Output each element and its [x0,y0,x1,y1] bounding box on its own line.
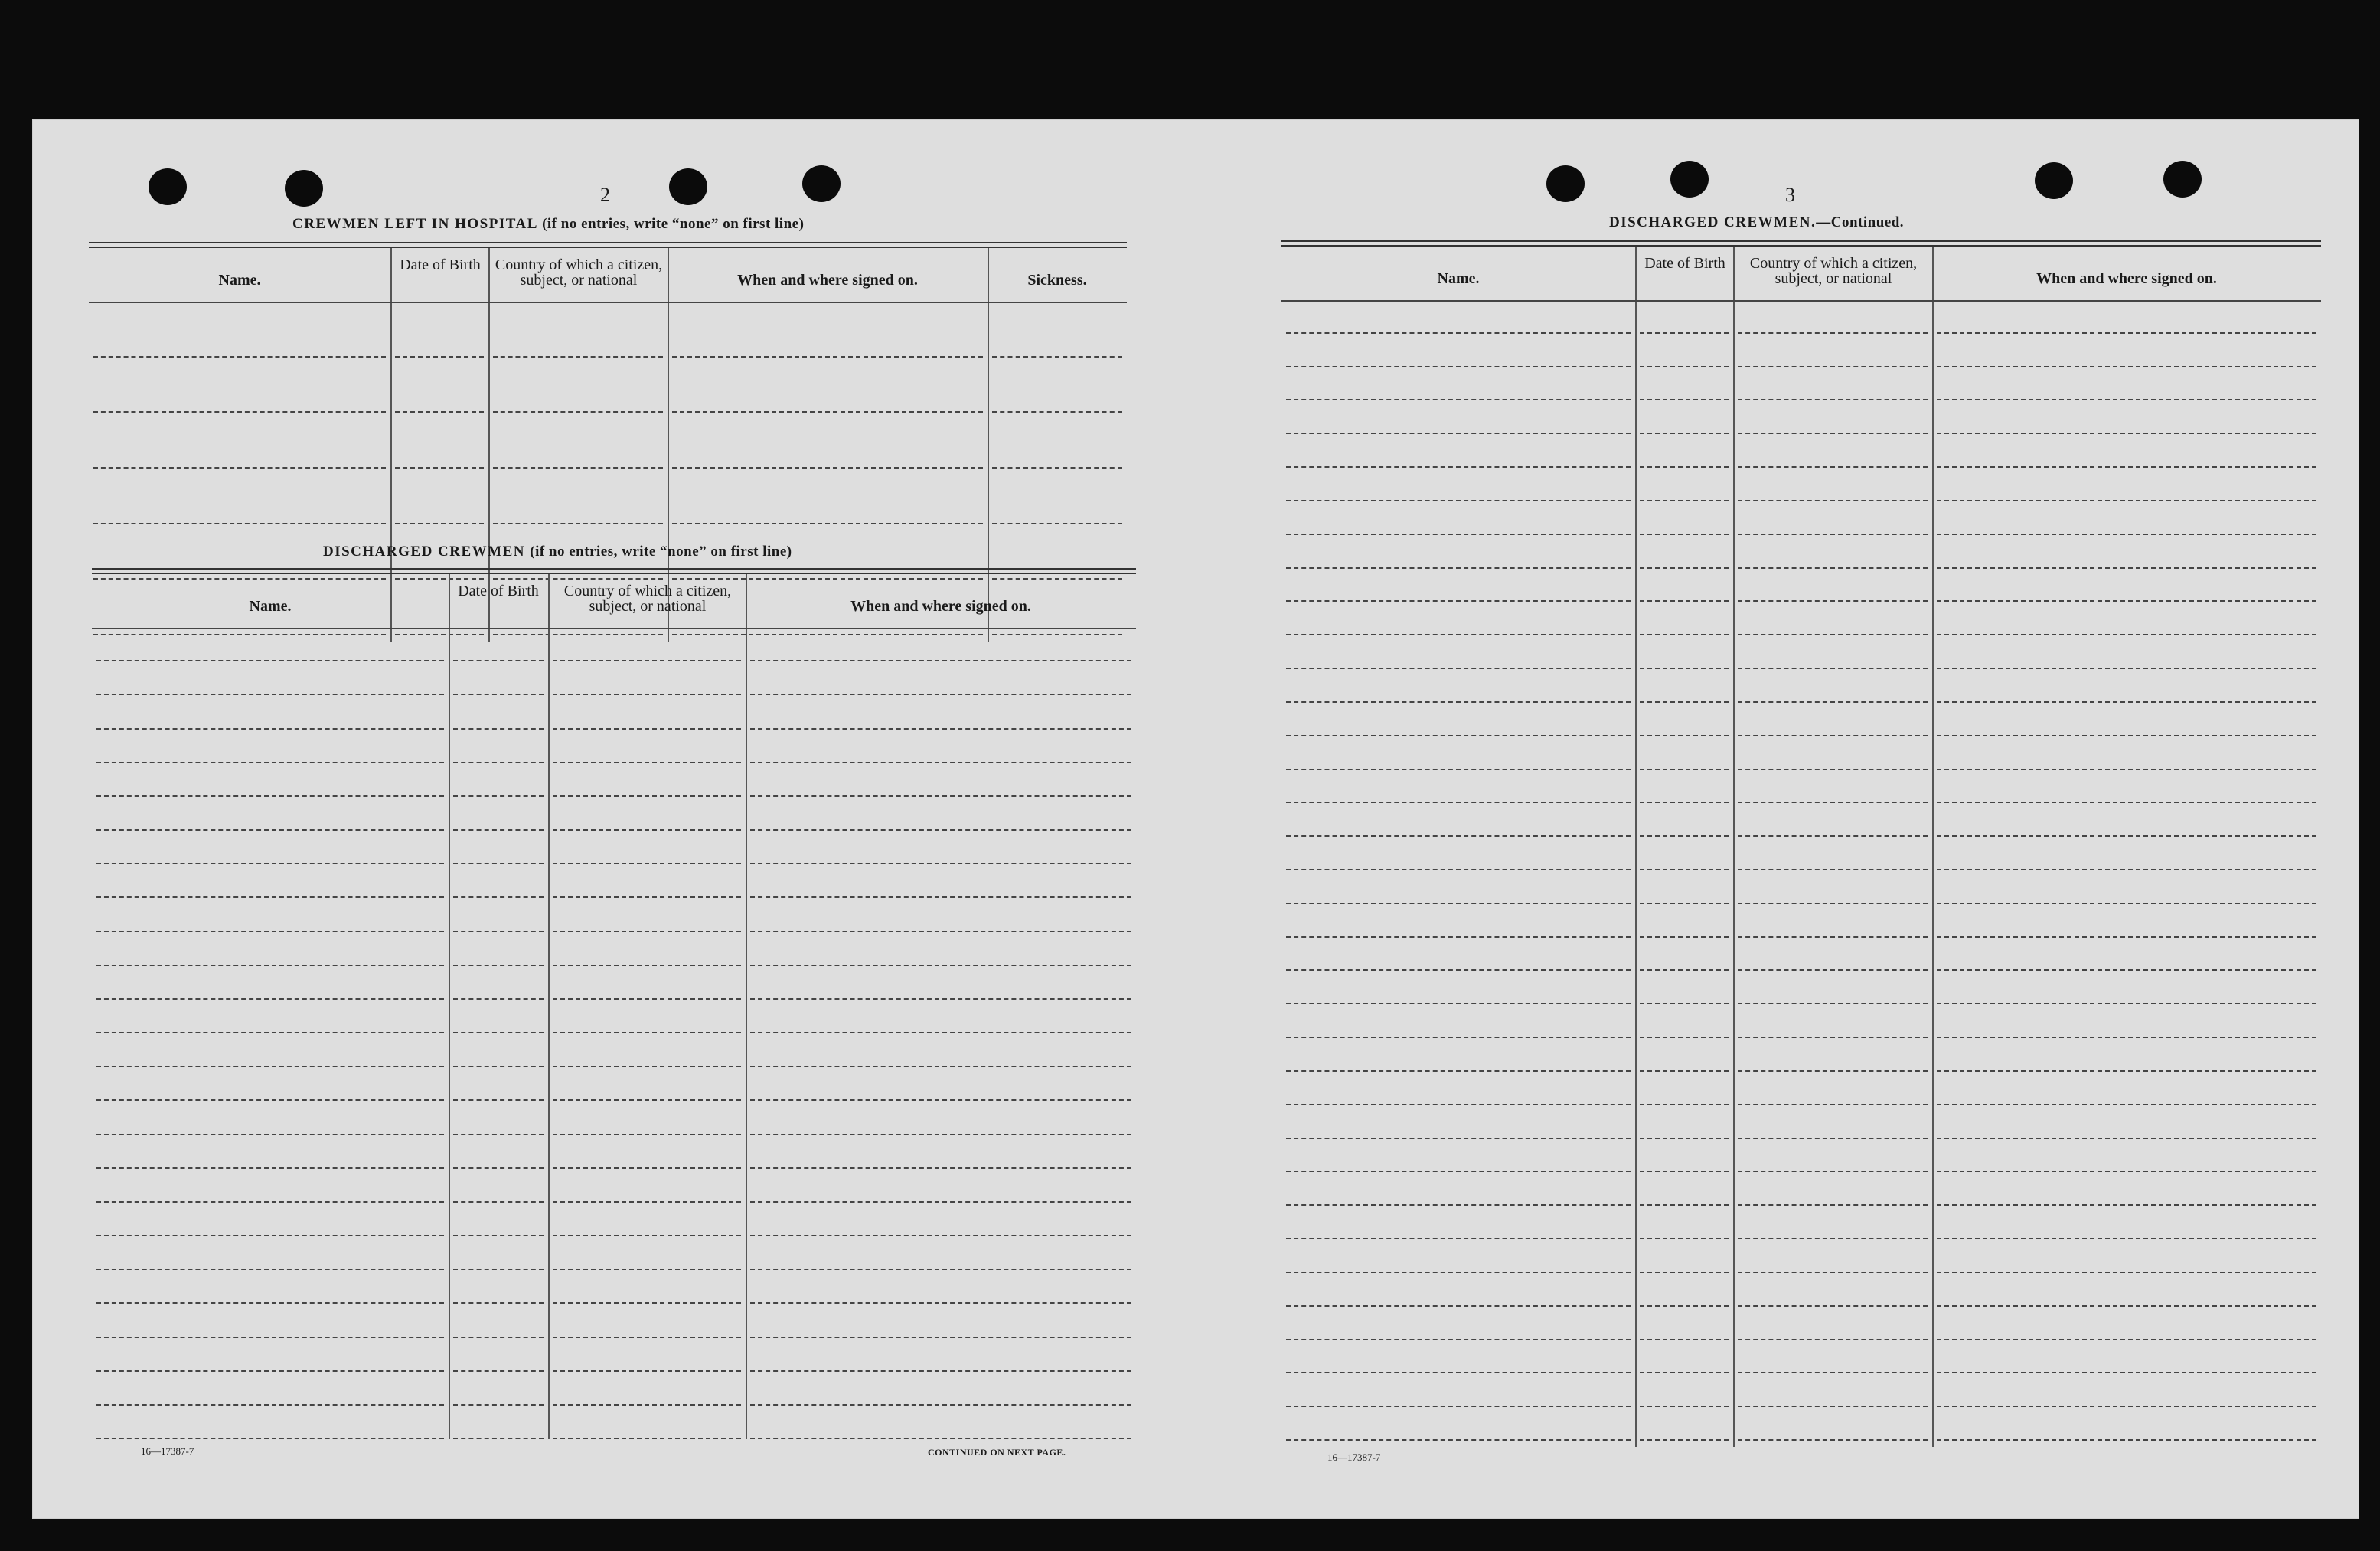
entry-line[interactable] [1937,433,2316,434]
entry-line[interactable] [1937,1305,2316,1307]
entry-line[interactable] [453,1337,544,1338]
entry-line[interactable] [750,1337,1131,1338]
entry-line[interactable] [96,1099,444,1101]
entry-line[interactable] [96,660,444,661]
entry-line[interactable] [1286,1171,1631,1172]
entry-line[interactable] [1738,1305,1928,1307]
discharged-continued-title-text: DISCHARGED CREWMEN. [1609,214,1817,230]
punch-hole [1670,161,1709,198]
entry-line[interactable] [1738,433,1928,434]
entry-line[interactable] [1937,936,2316,938]
entry-line[interactable] [553,1201,741,1203]
entry-line[interactable] [1937,903,2316,904]
entry-line[interactable] [1738,802,1928,803]
punch-hole [149,168,187,205]
entry-line[interactable] [1937,366,2316,367]
entry-line[interactable] [1286,1070,1631,1072]
entry-line[interactable] [93,411,386,413]
entry-line[interactable] [1286,1439,1631,1441]
entry-line[interactable] [96,1269,444,1270]
entry-line[interactable] [1738,1171,1928,1172]
entry-line[interactable] [1286,433,1631,434]
punch-hole [1546,165,1585,202]
punch-hole [802,165,841,202]
col-header-sickness: Sickness. [1027,272,1087,289]
entry-line[interactable] [1640,1070,1729,1072]
entry-line[interactable] [395,467,484,469]
left-page [32,119,1196,1519]
entry-line[interactable] [96,1438,444,1439]
entry-line[interactable] [1640,1439,1729,1441]
entry-line[interactable] [1286,399,1631,400]
page-number: 2 [600,184,610,206]
entry-line[interactable] [96,829,444,831]
entry-line[interactable] [750,931,1131,932]
discharged-section-title [323,544,792,560]
entry-line[interactable] [1738,1272,1928,1273]
entry-line[interactable] [1937,1070,2316,1072]
entry-line[interactable] [553,931,741,932]
col-header-name: Name. [218,272,261,289]
entry-line[interactable] [750,1032,1131,1033]
entry-line[interactable] [1286,600,1631,602]
entry-line[interactable] [1640,433,1729,434]
entry-line[interactable] [453,1269,544,1270]
discharged-rows-left [92,628,1136,1439]
col-header-date-of-birth: Date of Birth [400,256,481,273]
discharged-rows-right [1281,300,2321,1441]
punch-hole [2163,161,2202,198]
entry-line[interactable] [992,467,1122,469]
entry-line[interactable] [1738,1070,1928,1072]
entry-line[interactable] [1937,1138,2316,1139]
entry-line[interactable] [453,1438,544,1439]
discharged-title-text: DISCHARGED CREWMEN [323,544,525,560]
discharged-continued-note: —Continued. [1816,214,1905,230]
entry-line[interactable] [1738,701,1928,703]
col-header-signed-on: When and where signed on. [850,598,1031,615]
entry-line[interactable] [453,965,544,966]
entry-line[interactable] [1640,1171,1729,1172]
entry-line[interactable] [1640,366,1729,367]
entry-line[interactable] [750,1438,1131,1439]
entry-line[interactable] [1738,567,1928,569]
entry-line[interactable] [1738,936,1928,938]
entry-line[interactable] [1286,567,1631,569]
entry-line[interactable] [1286,835,1631,837]
entry-line[interactable] [1640,1104,1729,1105]
entry-line[interactable] [1640,1238,1729,1239]
entry-line[interactable] [96,694,444,695]
entry-line[interactable] [1937,969,2316,971]
entry-line[interactable] [453,660,544,661]
entry-line[interactable] [1937,1037,2316,1038]
entry-line[interactable] [1738,500,1928,501]
entry-line[interactable] [93,356,386,358]
entry-line[interactable] [1640,869,1729,870]
entry-line[interactable] [1738,399,1928,400]
entry-line[interactable] [553,762,741,763]
entry-line[interactable] [1640,735,1729,736]
entry-line[interactable] [1640,332,1729,334]
entry-line[interactable] [553,795,741,797]
entry-line[interactable] [1640,1372,1729,1373]
entry-line[interactable] [1937,1439,2316,1441]
entry-line[interactable] [1640,1138,1729,1139]
entry-line[interactable] [553,1235,741,1236]
entry-line[interactable] [1640,1037,1729,1038]
entry-line[interactable] [453,1235,544,1236]
entry-line[interactable] [1738,835,1928,837]
entry-line[interactable] [96,863,444,864]
entry-line[interactable] [1738,969,1928,971]
entry-line[interactable] [1640,1305,1729,1307]
entry-line[interactable] [1937,1406,2316,1407]
entry-line[interactable] [493,411,663,413]
entry-line[interactable] [96,965,444,966]
entry-line[interactable] [1640,1204,1729,1206]
entry-line[interactable] [1738,1339,1928,1340]
entry-line[interactable] [750,660,1131,661]
col-header-country: Country of which a citizen, subject, or national [495,256,663,289]
entry-line[interactable] [750,795,1131,797]
col-header-name: Name. [1437,270,1480,287]
entry-line[interactable] [1640,769,1729,770]
entry-line[interactable] [96,998,444,1000]
entry-line[interactable] [1738,332,1928,334]
entry-line[interactable] [1640,701,1729,703]
entry-line[interactable] [1286,1003,1631,1004]
entry-line[interactable] [453,694,544,695]
entry-line[interactable] [672,523,983,524]
discharged-table-right [1281,240,2321,1447]
entry-line[interactable] [493,356,663,358]
entry-line[interactable] [1286,802,1631,803]
entry-line[interactable] [1286,466,1631,468]
entry-line[interactable] [1286,701,1631,703]
entry-line[interactable] [1640,903,1729,904]
col-header-signed-on: When and where signed on. [737,272,918,289]
entry-line[interactable] [750,1269,1131,1270]
entry-line[interactable] [1937,1104,2316,1105]
entry-line[interactable] [453,1032,544,1033]
entry-line[interactable] [1738,1439,1928,1441]
entry-line[interactable] [1937,567,2316,569]
entry-line[interactable] [750,1370,1131,1372]
entry-line[interactable] [1738,668,1928,669]
entry-line[interactable] [1738,534,1928,535]
entry-line[interactable] [750,728,1131,730]
form-code: 16—17387-7 [1327,1451,1381,1463]
entry-line[interactable] [1937,466,2316,468]
entry-line[interactable] [1738,1104,1928,1105]
entry-line[interactable] [992,411,1122,413]
entry-line[interactable] [1937,701,2316,703]
entry-line[interactable] [1286,1204,1631,1206]
entry-line[interactable] [1738,600,1928,602]
entry-line[interactable] [1937,1238,2316,1239]
discharged-table-left [92,568,1136,1393]
entry-line[interactable] [96,1032,444,1033]
entry-line[interactable] [553,1404,741,1406]
entry-line[interactable] [1286,534,1631,535]
entry-line[interactable] [553,1269,741,1270]
entry-line[interactable] [1738,1204,1928,1206]
entry-line[interactable] [1286,634,1631,635]
col-header-country: Country of which a citizen, subject, or national [563,583,732,615]
entry-line[interactable] [1738,769,1928,770]
entry-line[interactable] [750,694,1131,695]
entry-line[interactable] [1640,802,1729,803]
entry-line[interactable] [1640,600,1729,602]
entry-line[interactable] [1640,1406,1729,1407]
entry-line[interactable] [553,863,741,864]
entry-line[interactable] [1286,366,1631,367]
entry-line[interactable] [1640,500,1729,501]
entry-line[interactable] [1286,869,1631,870]
entry-line[interactable] [672,356,983,358]
entry-line[interactable] [1640,668,1729,669]
entry-line[interactable] [1937,802,2316,803]
entry-line[interactable] [96,1201,444,1203]
entry-line[interactable] [1738,634,1928,635]
col-header-name: Name. [249,598,292,615]
entry-line[interactable] [1738,1372,1928,1373]
entry-line[interactable] [1286,903,1631,904]
entry-line[interactable] [750,829,1131,831]
right-page [1196,119,2359,1519]
entry-line[interactable] [553,1134,741,1135]
discharged-continued-title [1609,214,1904,231]
entry-line[interactable] [750,863,1131,864]
entry-line[interactable] [1937,1204,2316,1206]
entry-line[interactable] [1738,1238,1928,1239]
entry-line[interactable] [750,1066,1131,1067]
entry-line[interactable] [750,998,1131,1000]
entry-line[interactable] [1286,1037,1631,1038]
entry-line[interactable] [453,1370,544,1372]
entry-line[interactable] [1738,903,1928,904]
entry-line[interactable] [1286,1339,1631,1340]
entry-line[interactable] [96,1404,444,1406]
entry-line[interactable] [453,1099,544,1101]
entry-line[interactable] [553,896,741,898]
entry-line[interactable] [750,1167,1131,1169]
entry-line[interactable] [1286,1406,1631,1407]
entry-line[interactable] [1640,1272,1729,1273]
entry-line[interactable] [96,728,444,730]
entry-line[interactable] [1937,1003,2316,1004]
hospital-title-note: (if no entries, write “none” on first line) [542,216,805,232]
entry-line[interactable] [750,896,1131,898]
entry-line[interactable] [1937,600,2316,602]
entry-line[interactable] [1286,1305,1631,1307]
entry-line[interactable] [750,762,1131,763]
entry-line[interactable] [1286,735,1631,736]
entry-line[interactable] [1286,500,1631,501]
entry-line[interactable] [1640,634,1729,635]
entry-line[interactable] [1738,735,1928,736]
entry-line[interactable] [750,1404,1131,1406]
entry-line[interactable] [672,411,983,413]
entry-line[interactable] [453,896,544,898]
entry-line[interactable] [96,1370,444,1372]
discharged-title-note: (if no entries, write “none” on first line) [530,544,792,560]
continued-note: CONTINUED ON NEXT PAGE. [928,1447,1066,1458]
entry-line[interactable] [1937,1272,2316,1273]
entry-line[interactable] [1640,534,1729,535]
entry-line[interactable] [453,728,544,730]
entry-line[interactable] [553,694,741,695]
entry-line[interactable] [96,896,444,898]
entry-line[interactable] [553,1032,741,1033]
entry-line[interactable] [96,931,444,932]
entry-line[interactable] [395,523,484,524]
entry-line[interactable] [453,998,544,1000]
entry-line[interactable] [1640,969,1729,971]
entry-line[interactable] [1738,1037,1928,1038]
hospital-section-title [292,216,804,233]
entry-line[interactable] [96,1302,444,1304]
hospital-title-text: CREWMEN LEFT IN HOSPITAL [292,216,537,232]
entry-line[interactable] [750,965,1131,966]
entry-line[interactable] [93,523,386,524]
punch-hole [669,168,707,205]
entry-line[interactable] [96,1167,444,1169]
punch-hole [285,170,323,207]
entry-line[interactable] [553,965,741,966]
entry-line[interactable] [1286,1238,1631,1239]
entry-line[interactable] [453,762,544,763]
entry-line[interactable] [553,1167,741,1169]
entry-line[interactable] [1640,399,1729,400]
entry-line[interactable] [453,1066,544,1067]
entry-line[interactable] [453,1201,544,1203]
entry-line[interactable] [750,1134,1131,1135]
entry-line[interactable] [96,1235,444,1236]
entry-line[interactable] [1937,634,2316,635]
entry-line[interactable] [1286,769,1631,770]
entry-line[interactable] [96,1134,444,1135]
entry-line[interactable] [1937,399,2316,400]
entry-line[interactable] [1286,1138,1631,1139]
entry-line[interactable] [453,931,544,932]
entry-line[interactable] [1640,1003,1729,1004]
entry-line[interactable] [1738,366,1928,367]
col-header-date-of-birth: Date of Birth [1644,255,1725,272]
entry-line[interactable] [1286,668,1631,669]
entry-line[interactable] [1640,936,1729,938]
entry-line[interactable] [1286,969,1631,971]
entry-line[interactable] [453,1167,544,1169]
form-code: 16—17387-7 [141,1445,194,1457]
entry-line[interactable] [453,1302,544,1304]
entry-line[interactable] [1937,835,2316,837]
entry-line[interactable] [453,863,544,864]
entry-line[interactable] [96,762,444,763]
entry-line[interactable] [1937,769,2316,770]
entry-line[interactable] [1640,1339,1729,1340]
entry-line[interactable] [453,1404,544,1406]
entry-line[interactable] [1937,534,2316,535]
entry-line[interactable] [553,1370,741,1372]
entry-line[interactable] [1738,869,1928,870]
entry-line[interactable] [1937,500,2316,501]
entry-line[interactable] [1738,1003,1928,1004]
entry-line[interactable] [553,998,741,1000]
entry-line[interactable] [1937,668,2316,669]
entry-line[interactable] [96,1066,444,1067]
entry-line[interactable] [453,1134,544,1135]
col-header-date-of-birth: Date of Birth [458,583,539,599]
entry-line[interactable] [1937,332,2316,334]
entry-line[interactable] [672,467,983,469]
entry-line[interactable] [553,1099,741,1101]
entry-line[interactable] [1640,835,1729,837]
entry-line[interactable] [1286,936,1631,938]
entry-line[interactable] [750,1302,1131,1304]
entry-line[interactable] [1937,735,2316,736]
col-header-signed-on: When and where signed on. [2036,270,2217,287]
entry-line[interactable] [453,829,544,831]
entry-line[interactable] [1640,466,1729,468]
entry-line[interactable] [1937,1339,2316,1340]
entry-line[interactable] [96,795,444,797]
entry-line[interactable] [1738,1138,1928,1139]
entry-line[interactable] [395,411,484,413]
entry-line[interactable] [1640,567,1729,569]
entry-line[interactable] [453,795,544,797]
entry-line[interactable] [93,467,386,469]
entry-line[interactable] [1738,1406,1928,1407]
entry-line[interactable] [553,1337,741,1338]
form-sheet [32,119,2359,1519]
entry-line[interactable] [553,1438,741,1439]
page-number: 3 [1785,184,1795,206]
entry-line[interactable] [493,467,663,469]
entry-line[interactable] [750,1201,1131,1203]
entry-line[interactable] [493,523,663,524]
entry-line[interactable] [1286,1104,1631,1105]
entry-line[interactable] [395,356,484,358]
entry-line[interactable] [553,829,741,831]
punch-hole [2035,162,2073,199]
col-header-country: Country of which a citizen, subject, or national [1749,255,1918,287]
entry-line[interactable] [1937,1171,2316,1172]
entry-line[interactable] [1738,466,1928,468]
entry-line[interactable] [96,1337,444,1338]
entry-line[interactable] [750,1235,1131,1236]
entry-line[interactable] [750,1099,1131,1101]
entry-line[interactable] [1286,332,1631,334]
entry-line[interactable] [992,523,1122,524]
entry-line[interactable] [1937,1372,2316,1373]
entry-line[interactable] [553,728,741,730]
entry-line[interactable] [553,660,741,661]
entry-line[interactable] [553,1066,741,1067]
entry-line[interactable] [1286,1272,1631,1273]
entry-line[interactable] [1937,869,2316,870]
entry-line[interactable] [553,1302,741,1304]
entry-line[interactable] [992,356,1122,358]
entry-line[interactable] [1286,1372,1631,1373]
